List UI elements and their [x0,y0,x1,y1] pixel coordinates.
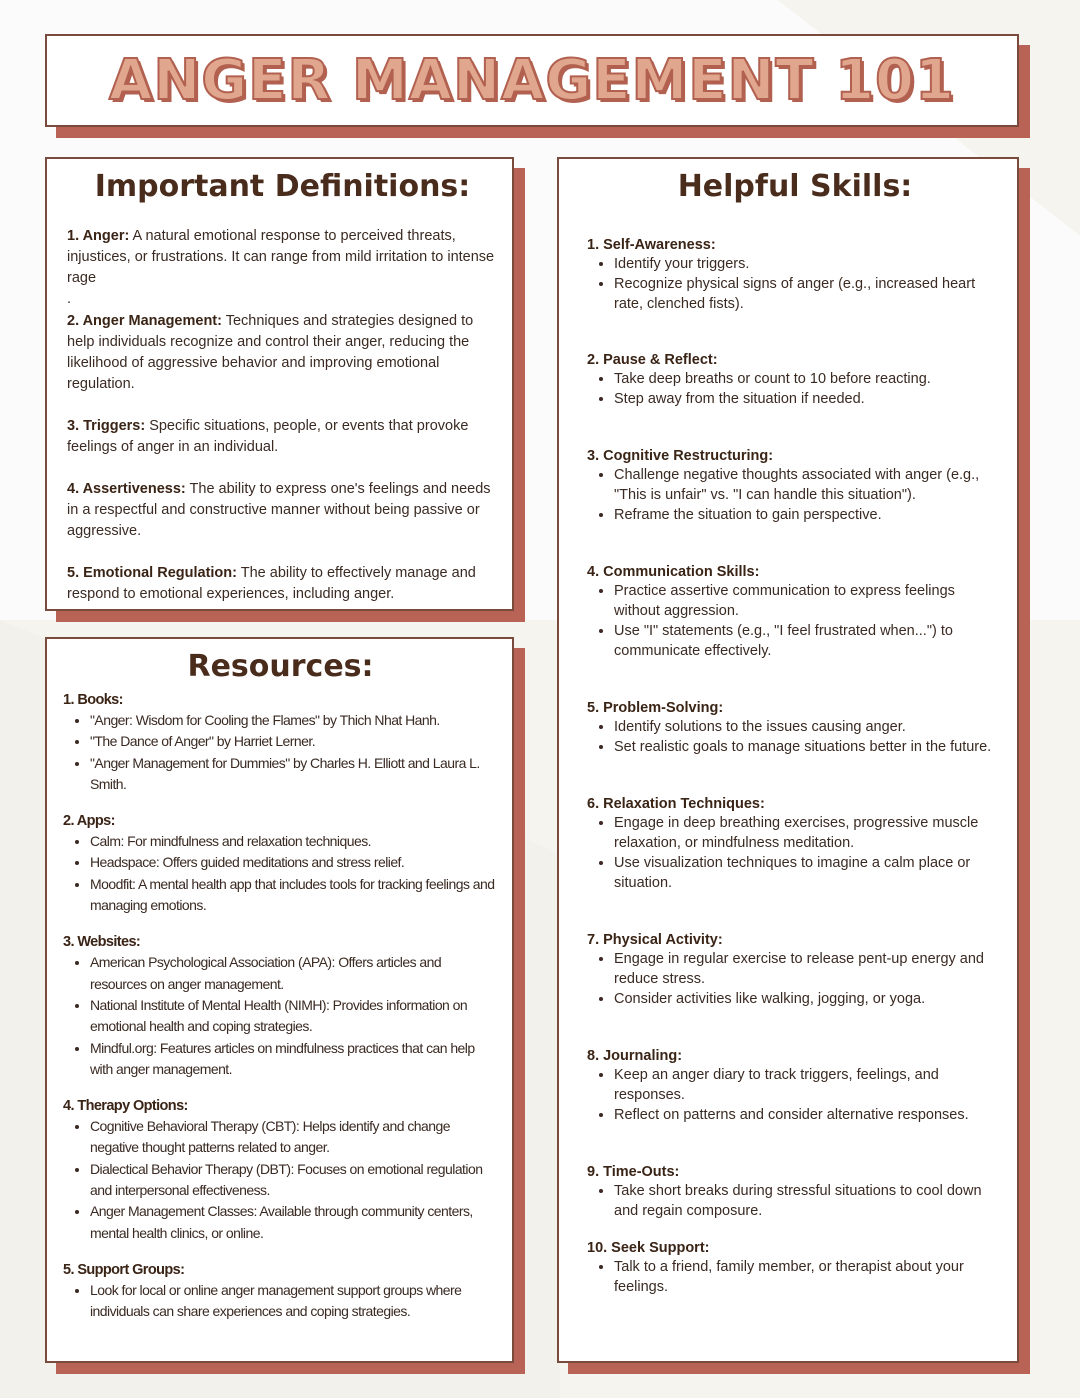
definition-text: The ability to express one's feelings and needs in a respectful and constructive manner without being passive or aggressive. [67,481,491,539]
skill-title: 4. Communication Skills: [587,564,760,580]
list-item: • Set realistic goals to manage situations better in the future. [614,737,1003,757]
list-item: • "The Dance of Anger" by Harriet Lerner. [90,731,498,752]
skill-item [587,1164,1003,1221]
list-item: • Take deep breaths or count to 10 before reacting. [614,369,1003,389]
list-item: • Engage in regular exercise to release pent-up energy and reduce stress. [614,949,1003,989]
list-item: • Keep an anger diary to track triggers, feelings, and responses. [614,1065,1003,1105]
skill-item [587,932,1003,1009]
definition-text: A natural emotional response to perceived threats, injustices, or frustrations. It can range from mild irritation to intense rage [67,228,495,286]
list-item: • Headspace: Offers guided meditations and stress relief. [90,852,498,873]
skill-title: 8. Journaling: [587,1048,683,1064]
definition-term: 1. Anger: [67,228,130,244]
list-item: • Reflect on patterns and consider alternative responses. [614,1105,1003,1125]
definition-item [67,563,498,605]
skill-item [587,448,1003,525]
list-item: • Step away from the situation if needed. [614,389,1003,409]
resource-group-title: 4. Therapy Options: [63,1098,188,1115]
stray-period: . [67,291,72,307]
resource-group-title: 3. Websites: [63,934,141,951]
definition-item [67,226,498,289]
definitions-card [45,157,514,611]
list-item: • Use "I" statements (e.g., "I feel frustrated when...") to communicate effectively. [614,621,1003,661]
definition-term: 5. Emotional Regulation: [67,565,237,581]
list-item: • Identify your triggers. [614,254,1003,274]
list-item: • Challenge negative thoughts associated with anger (e.g., "This is unfair" vs. "I can handle this situation"). [614,465,1003,505]
list-item: • Talk to a friend, family member, or therapist about your feelings. [614,1257,1003,1297]
title-banner [45,34,1019,127]
list-item: • Consider activities like walking, jogging, or yoga. [614,989,1003,1009]
skill-item [587,1048,1003,1125]
list-item: • Calm: For mindfulness and relaxation techniques. [90,831,498,852]
list-item: • "Anger: Wisdom for Cooling the Flames" by Thich Nhat Hanh. [90,710,498,731]
resource-group-title: 1. Books: [63,692,123,708]
list-item: • Take short breaks during stressful situations to cool down and regain composure. [614,1181,1003,1221]
skill-item [587,1240,1003,1297]
list-item: • American Psychological Association (APA): Offers articles and resources on anger management. [90,952,498,995]
skill-title: 9. Time-Outs: [587,1164,680,1180]
resource-group-title: 2. Apps: [63,813,115,830]
list-item: • Look for local or online anger management support groups where individuals can share experiences and coping strategies. [90,1280,498,1323]
list-item: • Dialectical Behavior Therapy (DBT): Focuses on emotional regulation and interpersonal effectiveness. [90,1159,498,1202]
definition-term: 3. Triggers: [67,418,146,434]
skill-title: 2. Pause & Reflect: [587,352,718,368]
definition-text: The ability to effectively manage and respond to emotional experiences, including anger. [67,565,476,602]
skill-title: 5. Problem-Solving: [587,700,724,716]
definition-item [67,479,498,542]
definitions-heading: Important Definitions: [94,169,471,204]
resource-group-books [63,692,498,795]
list-item: • Use visualization techniques to imagine a calm place or situation. [614,853,1003,893]
skill-title: 6. Relaxation Techniques: [587,796,765,812]
skill-item [587,237,1003,314]
skills-card [557,157,1019,1363]
skill-item [587,796,1003,893]
definition-text: Techniques and strategies designed to help individuals recognize and control their anger, reducing the likelihood of aggressive behavior and improving emotional regulation. [67,313,474,392]
resource-group-therapy [63,1098,498,1244]
skill-item [587,564,1003,661]
list-item: • Reframe the situation to gain perspective. [614,505,1003,525]
list-item: • National Institute of Mental Health (NIMH): Provides information on emotional health and coping strategies. [90,995,498,1038]
list-item: • Engage in deep breathing exercises, progressive muscle relaxation, or mindfulness meditation. [614,813,1003,853]
resources-card [45,637,514,1363]
skill-title: 1. Self-Awareness: [587,237,716,253]
list-item: • Anger Management Classes: Available through community centers, mental health clinics, or online. [90,1201,498,1244]
list-item: • Cognitive Behavioral Therapy (CBT): Helps identify and change negative thought patterns related to anger. [90,1116,498,1159]
resource-group-websites [63,934,498,1080]
resource-group-title: 5. Support Groups: [63,1261,185,1278]
skill-title: 7. Physical Activity: [587,932,723,948]
skill-item [587,700,1003,757]
definition-term: 4. Assertiveness: [67,481,186,497]
definition-term: 2. Anger Management: [67,313,222,329]
definition-text: Specific situations, people, or events that provoke feelings of anger in an individual. [67,418,469,455]
skill-title: 3. Cognitive Restructuring: [587,448,774,464]
resource-group-support [63,1262,498,1323]
list-item: • Identify solutions to the issues causing anger. [614,717,1003,737]
list-item: • Moodfit: A mental health app that includes tools for tracking feelings and managing emotions. [90,874,498,917]
skill-title: 10. Seek Support: [587,1240,710,1256]
definition-item [67,416,498,458]
resources-heading: Resources: [187,649,374,684]
list-item: • "Anger Management for Dummies" by Charles H. Elliott and Laura L. Smith. [90,753,498,796]
skill-item [587,352,1003,409]
list-item: • Practice assertive communication to express feelings without aggression. [614,581,1003,621]
definition-item [67,311,498,395]
list-item: • Recognize physical signs of anger (e.g., increased heart rate, clenched fists). [614,274,1003,314]
skills-heading: Helpful Skills: [677,169,913,204]
page-title: ANGER MANAGEMENT 101 [109,48,955,113]
resource-group-apps [63,813,498,916]
list-item: • Mindful.org: Features articles on mindfulness practices that can help with anger management. [90,1038,498,1081]
